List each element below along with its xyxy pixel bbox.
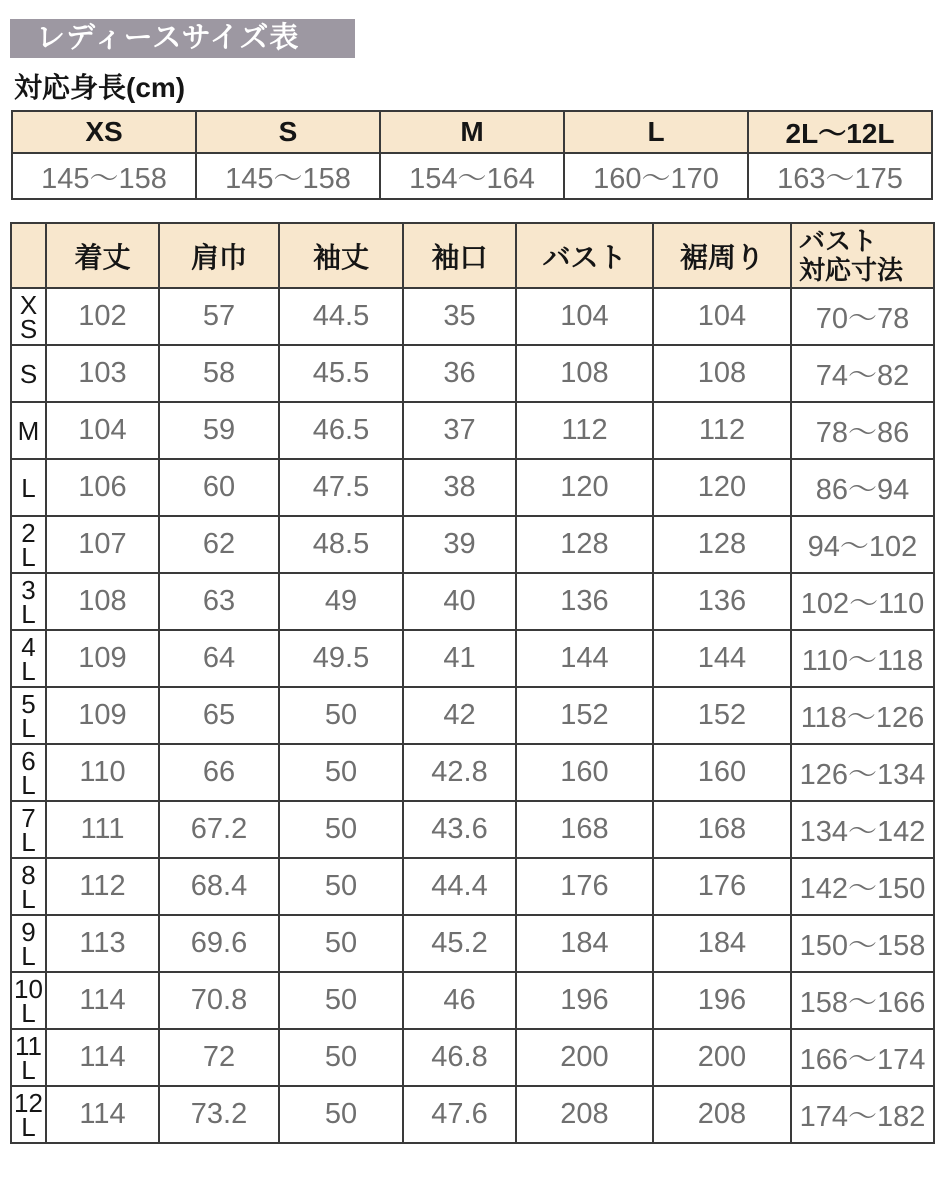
measurement-cell: 41	[403, 630, 516, 687]
measurement-cell: 47.5	[279, 459, 403, 516]
measurement-cell: 102〜110	[791, 573, 934, 630]
measurement-cell: 134〜142	[791, 801, 934, 858]
measurement-cell: 126〜134	[791, 744, 934, 801]
measurement-cell: 50	[279, 744, 403, 801]
measurement-cell: 160	[516, 744, 653, 801]
measurement-cell: 104	[653, 288, 791, 345]
measurement-cell: 65	[159, 687, 279, 744]
measurement-cell: 118〜126	[791, 687, 934, 744]
measurement-cell: 176	[516, 858, 653, 915]
size-label	[11, 858, 46, 915]
size-row-11l	[11, 1029, 934, 1086]
bust-header-line1: バスト	[799, 225, 878, 256]
measurement-cell: 44.4	[403, 858, 516, 915]
measurement-cell: 114	[46, 1086, 159, 1143]
measurement-cell: 152	[653, 687, 791, 744]
size-row-3l	[11, 573, 934, 630]
size-label-line: L	[21, 1111, 36, 1142]
measurement-cell: 184	[516, 915, 653, 972]
size-spec-table	[10, 222, 935, 1144]
size-table-body	[11, 288, 934, 1143]
measurement-cell: 113	[46, 915, 159, 972]
size-label	[11, 972, 46, 1029]
measurement-cell: 49	[279, 573, 403, 630]
measurement-cell: 120	[516, 459, 653, 516]
measurement-cell: 136	[516, 573, 653, 630]
size-row-4l	[11, 630, 934, 687]
height-section-label: 対応身長(cm)	[14, 72, 186, 103]
size-label-line: L	[21, 598, 36, 629]
measurement-cell: 68.4	[159, 858, 279, 915]
measurement-cell: 42.8	[403, 744, 516, 801]
size-row-xs	[11, 288, 934, 345]
measurement-cell: 69.6	[159, 915, 279, 972]
size-label-line: 12	[14, 1087, 43, 1118]
size-label-line: 8	[21, 859, 36, 890]
measurement-cell: 166〜174	[791, 1029, 934, 1086]
height-table-header-cell: 2L〜12L	[748, 111, 932, 153]
height-table-value-row	[12, 153, 932, 199]
size-label-line: S	[19, 313, 38, 344]
measurement-cell: 50	[279, 972, 403, 1029]
measurement-cell: 174〜182	[791, 1086, 934, 1143]
measurement-cell: 107	[46, 516, 159, 573]
measurement-cell: 114	[46, 972, 159, 1029]
size-label: M	[11, 402, 46, 459]
measurement-cell: 57	[159, 288, 279, 345]
size-label-line: L	[21, 541, 36, 572]
measurement-cell: 111	[46, 801, 159, 858]
size-label-line: X	[19, 289, 38, 320]
measurement-cell: 142〜150	[791, 858, 934, 915]
measurement-cell: 102	[46, 288, 159, 345]
size-label	[11, 915, 46, 972]
column-header: 袖口	[403, 223, 516, 288]
size-row-s	[11, 345, 934, 402]
measurement-cell: 109	[46, 630, 159, 687]
size-table-header-row	[11, 223, 934, 288]
size-label	[11, 630, 46, 687]
measurement-cell: 136	[653, 573, 791, 630]
size-label	[11, 744, 46, 801]
height-table-value-cell: 163〜175	[748, 153, 932, 199]
size-row-l	[11, 459, 934, 516]
measurement-cell: 120	[653, 459, 791, 516]
size-label-line: 3	[21, 574, 36, 605]
column-header: 着丈	[46, 223, 159, 288]
measurement-cell: 160	[653, 744, 791, 801]
size-label	[11, 516, 46, 573]
measurement-cell: 42	[403, 687, 516, 744]
measurement-cell: 60	[159, 459, 279, 516]
measurement-cell: 50	[279, 801, 403, 858]
size-row-12l	[11, 1086, 934, 1143]
measurement-cell: 50	[279, 858, 403, 915]
height-table-header-cell: L	[564, 111, 748, 153]
measurement-cell: 104	[46, 402, 159, 459]
size-label: L	[11, 459, 46, 516]
size-label-line: 5	[21, 688, 36, 719]
measurement-cell: 59	[159, 402, 279, 459]
measurement-cell: 46	[403, 972, 516, 1029]
height-table-header-cell: M	[380, 111, 564, 153]
size-label-line: 4	[21, 631, 36, 662]
corner-cell	[11, 223, 46, 288]
measurement-cell: 112	[653, 402, 791, 459]
measurement-cell: 114	[46, 1029, 159, 1086]
size-row-7l	[11, 801, 934, 858]
measurement-cell: 128	[516, 516, 653, 573]
size-label-line: 10	[14, 973, 43, 1004]
measurement-cell: 86〜94	[791, 459, 934, 516]
measurement-cell: 48.5	[279, 516, 403, 573]
measurement-cell: 176	[653, 858, 791, 915]
size-label-line: 2	[21, 517, 36, 548]
measurement-cell: 144	[516, 630, 653, 687]
size-label-line: 6	[21, 745, 36, 776]
measurement-cell: 108	[46, 573, 159, 630]
measurement-cell: 73.2	[159, 1086, 279, 1143]
height-table-value-cell: 154〜164	[380, 153, 564, 199]
size-row-10l	[11, 972, 934, 1029]
measurement-cell: 150〜158	[791, 915, 934, 972]
height-table-header-row	[12, 111, 932, 153]
size-label-line: L	[21, 655, 36, 686]
measurement-cell: 184	[653, 915, 791, 972]
measurement-cell: 50	[279, 1086, 403, 1143]
size-row-2l	[11, 516, 934, 573]
column-header: バスト	[516, 223, 653, 288]
size-label-line: L	[21, 826, 36, 857]
measurement-cell: 109	[46, 687, 159, 744]
size-label	[11, 687, 46, 744]
measurement-cell: 49.5	[279, 630, 403, 687]
measurement-cell: 200	[653, 1029, 791, 1086]
measurement-cell: 64	[159, 630, 279, 687]
measurement-cell: 63	[159, 573, 279, 630]
measurement-cell: 128	[653, 516, 791, 573]
measurement-cell: 94〜102	[791, 516, 934, 573]
column-header: 肩巾	[159, 223, 279, 288]
size-label-line: 9	[21, 916, 36, 947]
measurement-cell: 37	[403, 402, 516, 459]
measurement-cell: 196	[653, 972, 791, 1029]
page-title: レディースサイズ表	[10, 19, 355, 58]
measurement-cell: 46.5	[279, 402, 403, 459]
measurement-cell: 45.2	[403, 915, 516, 972]
column-header-bust-range	[791, 223, 934, 288]
size-row-5l	[11, 687, 934, 744]
size-label-line: L	[21, 1054, 36, 1085]
height-table-header-cell: S	[196, 111, 380, 153]
height-table-value-cell: 145〜158	[196, 153, 380, 199]
height-table-value-cell: 160〜170	[564, 153, 748, 199]
measurement-cell: 78〜86	[791, 402, 934, 459]
measurement-cell: 40	[403, 573, 516, 630]
size-label-line: L	[21, 940, 36, 971]
measurement-cell: 70〜78	[791, 288, 934, 345]
column-header: 袖丈	[279, 223, 403, 288]
size-label	[11, 288, 46, 345]
measurement-cell: 62	[159, 516, 279, 573]
measurement-cell: 208	[516, 1086, 653, 1143]
height-table-value-cell: 145〜158	[12, 153, 196, 199]
measurement-cell: 50	[279, 687, 403, 744]
size-label-line: L	[21, 883, 36, 914]
measurement-cell: 103	[46, 345, 159, 402]
measurement-cell: 45.5	[279, 345, 403, 402]
measurement-cell: 108	[516, 345, 653, 402]
size-label-line: L	[21, 997, 36, 1028]
measurement-cell: 38	[403, 459, 516, 516]
measurement-cell: 70.8	[159, 972, 279, 1029]
size-label-line: 11	[15, 1030, 42, 1061]
size-row-6l	[11, 744, 934, 801]
measurement-cell: 36	[403, 345, 516, 402]
measurement-cell: 208	[653, 1086, 791, 1143]
measurement-cell: 58	[159, 345, 279, 402]
measurement-cell: 35	[403, 288, 516, 345]
measurement-cell: 66	[159, 744, 279, 801]
measurement-cell: 67.2	[159, 801, 279, 858]
measurement-cell: 104	[516, 288, 653, 345]
size-row-8l	[11, 858, 934, 915]
measurement-cell: 200	[516, 1029, 653, 1086]
height-range-table	[11, 110, 933, 200]
measurement-cell: 106	[46, 459, 159, 516]
measurement-cell: 50	[279, 1029, 403, 1086]
measurement-cell: 74〜82	[791, 345, 934, 402]
measurement-cell: 158〜166	[791, 972, 934, 1029]
measurement-cell: 50	[279, 915, 403, 972]
measurement-cell: 110	[46, 744, 159, 801]
size-row-9l	[11, 915, 934, 972]
size-label-line: 7	[21, 802, 36, 833]
size-label-line: L	[21, 769, 36, 800]
measurement-cell: 72	[159, 1029, 279, 1086]
measurement-cell: 47.6	[403, 1086, 516, 1143]
measurement-cell: 44.5	[279, 288, 403, 345]
bust-header-line2: 対応寸法	[799, 254, 904, 285]
column-header: 裾周り	[653, 223, 791, 288]
size-label	[11, 1029, 46, 1086]
measurement-cell: 112	[516, 402, 653, 459]
height-table-header-cell: XS	[12, 111, 196, 153]
measurement-cell: 152	[516, 687, 653, 744]
size-label	[11, 801, 46, 858]
measurement-cell: 196	[516, 972, 653, 1029]
measurement-cell: 43.6	[403, 801, 516, 858]
measurement-cell: 168	[653, 801, 791, 858]
measurement-cell: 39	[403, 516, 516, 573]
measurement-cell: 108	[653, 345, 791, 402]
measurement-cell: 46.8	[403, 1029, 516, 1086]
measurement-cell: 144	[653, 630, 791, 687]
size-label	[11, 1086, 46, 1143]
measurement-cell: 112	[46, 858, 159, 915]
measurement-cell: 168	[516, 801, 653, 858]
size-row-m	[11, 402, 934, 459]
size-label	[11, 573, 46, 630]
size-label: S	[11, 345, 46, 402]
size-label-line: L	[21, 712, 36, 743]
measurement-cell: 110〜118	[791, 630, 934, 687]
